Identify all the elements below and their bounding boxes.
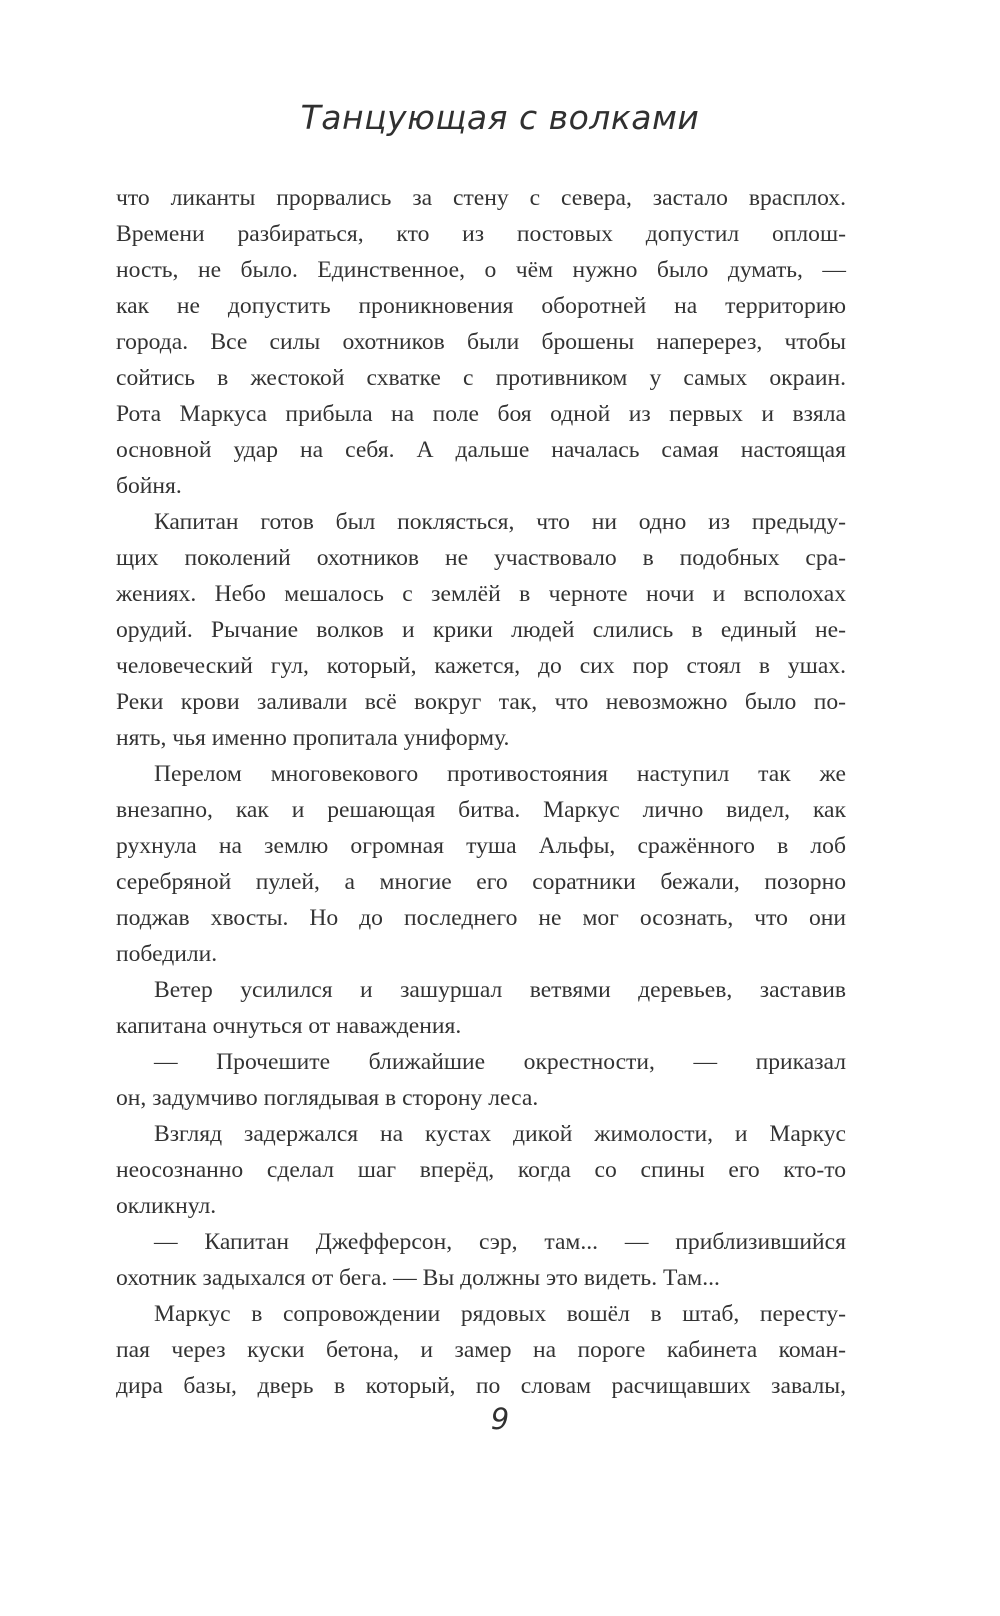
paragraph xyxy=(116,180,846,504)
paragraph xyxy=(116,1296,846,1404)
text-line: он, задумчиво поглядывая в сторону леса. xyxy=(116,1085,539,1111)
text-line: окликнул. xyxy=(116,1193,217,1219)
text-line: жениях. Небо мешалось с землёй в черноте ночи и всполохах xyxy=(116,581,846,607)
text-line: Реки крови заливали всё вокруг так, что невозможно было по- xyxy=(116,689,846,715)
text-line: основной удар на себя. А дальше началась самая настоящая xyxy=(116,437,846,463)
paragraph xyxy=(116,1044,846,1116)
text-line: бойня. xyxy=(116,473,182,499)
text-line: охотник задыхался от бега. — Вы должны это видеть. Там... xyxy=(116,1265,720,1291)
text-line: — Прочешите ближайшие окрестности, — приказал xyxy=(154,1049,846,1075)
text-line: что ликанты прорвались за стену с севера, застало врасплох. xyxy=(116,185,846,211)
text-line: нять, чья именно пропитала униформу. xyxy=(116,725,510,751)
running-head: Танцующая с волками xyxy=(300,98,700,137)
text-line: рухнула на землю огромная туша Альфы, сражённого в лоб xyxy=(116,833,846,859)
text-line: капитана очнуться от наваждения. xyxy=(116,1013,462,1039)
text-line: Времени разбираться, кто из постовых допустил оплош- xyxy=(116,221,846,247)
text-line: серебряной пулей, а многие его соратники бежали, позорно xyxy=(116,869,846,895)
text-line: города. Все силы охотников были брошены наперерез, чтобы xyxy=(116,329,846,355)
text-line: Перелом многовекового противостояния наступил так же xyxy=(154,761,846,787)
body-text xyxy=(116,180,846,1404)
text-line: человеческий гул, который, кажется, до сих пор стоял в ушах. xyxy=(116,653,846,679)
text-line: орудий. Рычание волков и крики людей слились в единый не- xyxy=(116,617,846,643)
text-line: пая через куски бетона, и замер на пороге кабинета коман- xyxy=(116,1337,846,1363)
text-line: сойтись в жестокой схватке с противником у самых окраин. xyxy=(116,365,846,391)
text-line: дира базы, дверь в который, по словам расчищавших завалы, xyxy=(116,1373,846,1399)
page-number: 9 xyxy=(490,1402,510,1436)
text-line: щих поколений охотников не участвовало в подобных сра- xyxy=(116,545,846,571)
paragraph xyxy=(116,504,846,756)
text-line: внезапно, как и решающая битва. Маркус лично видел, как xyxy=(116,797,846,823)
text-line: как не допустить проникновения оборотней на территорию xyxy=(116,293,846,319)
text-line: Капитан готов был поклясться, что ни одно из предыду- xyxy=(154,509,846,535)
text-line: поджав хвосты. Но до последнего не мог осознать, что они xyxy=(116,905,846,931)
text-line: Рота Маркуса прибыла на поле боя одной из первых и взяла xyxy=(116,401,846,427)
text-line: Маркус в сопровождении рядовых вошёл в штаб, пересту- xyxy=(154,1301,846,1327)
text-line: победили. xyxy=(116,941,218,967)
text-line: Взгляд задержался на кустах дикой жимолости, и Маркус xyxy=(154,1121,846,1147)
text-line: неосознанно сделал шаг вперёд, когда со спины его кто-то xyxy=(116,1157,846,1183)
paragraph xyxy=(116,1116,846,1224)
paragraph xyxy=(116,1224,846,1296)
text-line: — Капитан Джефферсон, сэр, там... — приблизившийся xyxy=(154,1229,846,1255)
text-line: ность, не было. Единственное, о чём нужно было думать, — xyxy=(116,257,846,283)
text-line: Ветер усилился и зашуршал ветвями деревьев, заставив xyxy=(154,977,846,1003)
paragraph xyxy=(116,972,846,1044)
paragraph xyxy=(116,756,846,972)
